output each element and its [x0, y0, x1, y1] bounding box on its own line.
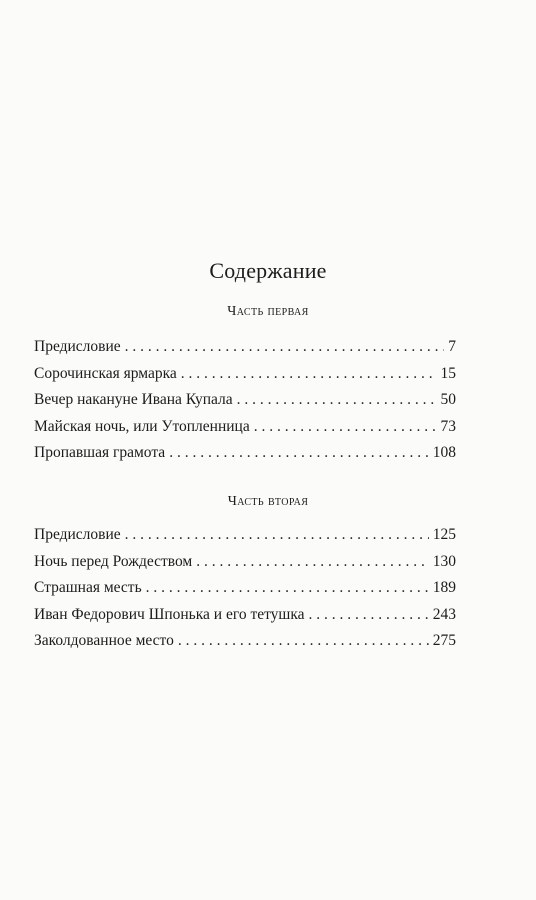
toc-entry-title: Заколдованное место [34, 632, 174, 649]
toc-entry-title: Предисловие [34, 526, 121, 543]
toc-entry[interactable] [34, 526, 456, 553]
toc-entry-title: Сорочинская ярмарка [34, 364, 177, 382]
dot-leader [196, 553, 429, 571]
toc-entry-title: Иван Федорович Шпонька и его тетушка [34, 605, 305, 623]
part-one-title: Часть первая [227, 304, 309, 319]
toc-entry[interactable] [34, 338, 456, 365]
toc-entry[interactable] [34, 444, 456, 471]
toc-entry[interactable] [34, 632, 456, 659]
toc-entry[interactable] [34, 391, 456, 418]
toc-entry-page: 189 [432, 579, 456, 596]
dot-leader [169, 444, 429, 462]
dot-leader [309, 606, 429, 624]
toc-entry-title: Страшная месть [34, 579, 142, 596]
toc-entry[interactable] [34, 606, 456, 633]
toc-entry-page: 15 [440, 364, 456, 382]
toc-entry-page: 130 [432, 552, 456, 570]
toc-part-one [34, 338, 456, 471]
dot-leader [237, 391, 437, 409]
toc-entry-page: 125 [432, 526, 456, 543]
dot-leader [178, 632, 429, 650]
toc-entry-page: 108 [432, 444, 456, 461]
toc-entry-page: 275 [432, 632, 456, 649]
toc-entry-title: Пропавшая грамота [34, 444, 166, 461]
toc-entry-title: Вечер накануне Ивана Купала [34, 391, 233, 408]
page-title: Содержание [209, 258, 327, 283]
toc-entry-page: 73 [440, 417, 456, 435]
toc-entry-page: 7 [448, 338, 456, 355]
toc-entry[interactable] [34, 418, 456, 445]
dot-leader [254, 418, 437, 436]
toc-entry-title: Предисловие [34, 338, 121, 355]
toc-entry[interactable] [34, 579, 456, 606]
toc-part-two [34, 526, 456, 659]
dot-leader [125, 526, 429, 544]
toc-entry-page: 243 [432, 605, 456, 623]
toc-entry-title: Ночь перед Рождеством [34, 552, 193, 570]
toc-entry-page: 50 [440, 391, 456, 408]
part-two-title: Часть вторая [227, 494, 309, 509]
toc-entry[interactable] [34, 365, 456, 392]
toc-entry-title: Майская ночь, или Утопленница [34, 417, 250, 435]
dot-leader [125, 338, 445, 356]
dot-leader [146, 579, 429, 597]
toc-entry[interactable] [34, 553, 456, 580]
dot-leader [181, 365, 437, 383]
